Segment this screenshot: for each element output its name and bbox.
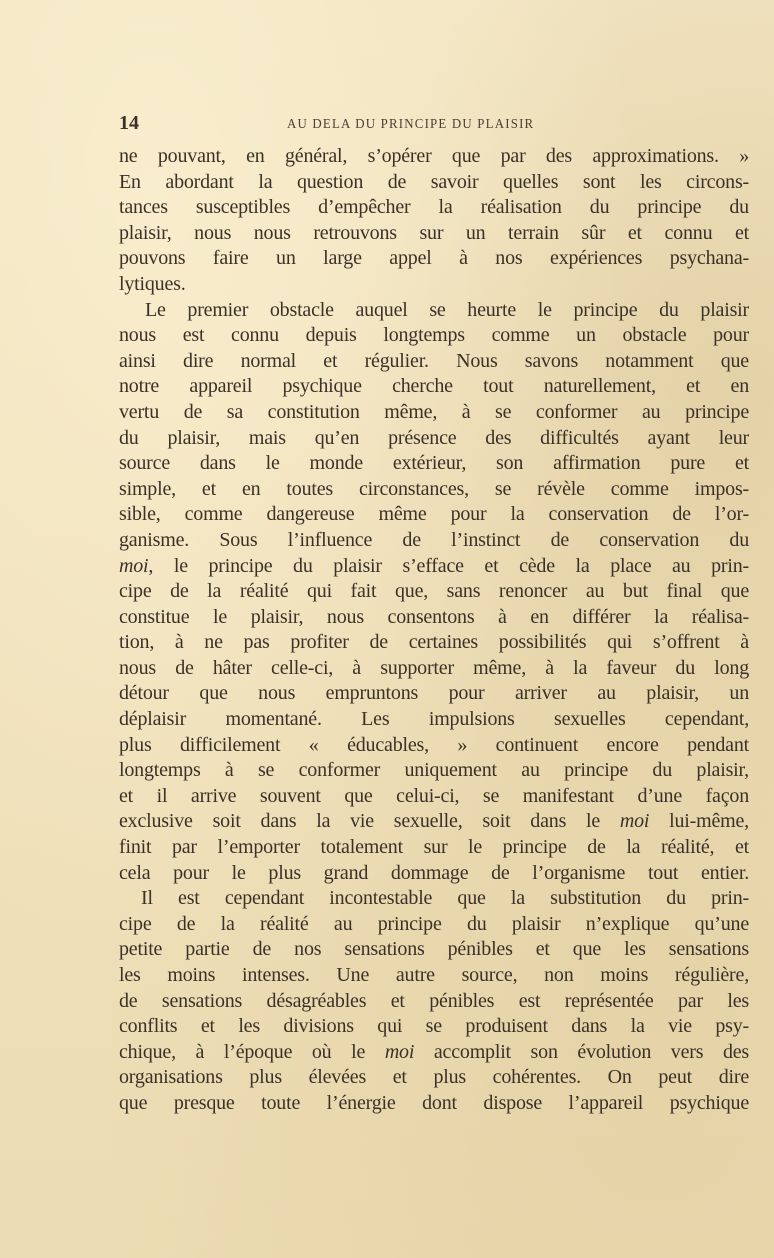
- text-line: du plaisir, mais qu’en présence des difficultés ayant leur: [119, 426, 749, 449]
- text-line: ganisme. Sous l’influence de l’instinct de conservation du: [119, 528, 749, 551]
- text-line: Le premier obstacle auquel se heurte le principe du plaisir: [145, 298, 749, 321]
- text-line-with-italic: [119, 1040, 749, 1066]
- text-line: simple, et en toutes circonstances, se révèle comme impos-: [119, 477, 749, 500]
- text-line: les moins intenses. Une autre source, non moins régulière,: [119, 964, 749, 986]
- text-line: que presque toute l’énergie dont dispose l’appareil psychique: [119, 1091, 749, 1114]
- text-line: nous de hâter celle-ci, à supporter même, à la faveur du long: [119, 656, 749, 679]
- text-line: nous est connu depuis longtemps comme un obstacle pour: [119, 324, 749, 347]
- text-line: Il est cependant incontestable que la substitution du prin-: [141, 887, 749, 910]
- paragraph-2: [119, 298, 749, 887]
- text-line: cipe de la réalité qui fait que, sans renoncer au but final que: [119, 580, 749, 603]
- italic-term: moi: [384, 1040, 415, 1063]
- italic-term: moi: [619, 810, 650, 833]
- running-title: AU DELA DU PRINCIPE DU PLAISIR: [287, 117, 535, 132]
- text-line: lytiques.: [119, 272, 186, 295]
- text-line: organisations plus élevées et plus cohérentes. On peut dire: [119, 1066, 749, 1089]
- text-line: ainsi dire normal et régulier. Nous savons notamment que: [119, 349, 749, 372]
- text-line: tion, à ne pas profiter de certaines possibilités qui s’offrent à: [119, 631, 749, 654]
- text-line: constitue le plaisir, nous consentons à en différer la réalisa-: [119, 605, 749, 628]
- text-fragment: lui-même,: [649, 810, 749, 833]
- text-line: cipe de la réalité au principe du plaisir n’explique qu’une: [119, 912, 749, 935]
- text-line: conflits et les divisions qui se produisent dans la vie psy-: [119, 1015, 749, 1038]
- text-line: source dans le monde extérieur, son affirmation pure et: [119, 452, 749, 475]
- text-fragment: exclusive soit dans la vie sexuelle, soit dans le: [119, 810, 620, 833]
- text-line: plaisir, nous nous retrouvons sur un terrain sûr et connu et: [119, 221, 749, 244]
- text-line: sible, comme dangereuse même pour la conservation de l’or-: [119, 503, 749, 526]
- running-head: [119, 112, 751, 134]
- text-line: pouvons faire un large appel à nos expériences psychana-: [119, 247, 749, 270]
- text-line: cela pour le plus grand dommage de l’organisme tout entier.: [119, 861, 749, 884]
- italic-term: moi: [119, 554, 149, 577]
- text-line-with-italic: [119, 554, 749, 580]
- page-number: 14: [119, 112, 139, 134]
- text-fragment: accomplit son évolution vers des: [414, 1040, 749, 1063]
- text-line: ne pouvant, en général, s’opérer que par des approximations. »: [119, 145, 749, 167]
- text-line-with-italic: [119, 809, 749, 835]
- text-line: vertu de sa constitution même, à se conformer au principe: [119, 400, 749, 423]
- text-line: et il arrive souvent que celui-ci, se manifestant d’une façon: [119, 784, 749, 807]
- text-line: En abordant la question de savoir quelles sont les circons-: [119, 170, 749, 193]
- text-line: de sensations désagréables et pénibles est représentée par les: [119, 989, 749, 1012]
- body-text: [119, 144, 749, 1117]
- text-line: détour que nous empruntons pour arriver au plaisir, un: [119, 682, 749, 705]
- paragraph-3: [119, 886, 749, 1116]
- text-line: finit par l’emporter totalement sur le principe de la réalité, et: [119, 836, 749, 859]
- text-fragment: chique, à l’époque où le: [119, 1040, 385, 1063]
- text-line: déplaisir momentané. Les impulsions sexuelles cependant,: [119, 708, 749, 731]
- text-line: petite partie de nos sensations pénibles et que les sensations: [119, 938, 749, 961]
- paragraph-1: [119, 144, 749, 298]
- text-line: longtemps à se conformer uniquement au principe du plaisir,: [119, 759, 749, 782]
- text-line: notre appareil psychique cherche tout naturellement, et en: [119, 375, 749, 398]
- text-fragment: , le principe du plaisir s’efface et cède la place au prin-: [148, 554, 749, 577]
- text-line: plus difficilement « éducables, » continuent encore pendant: [119, 733, 749, 756]
- text-line: tances susceptibles d’empêcher la réalisation du principe du: [119, 196, 749, 219]
